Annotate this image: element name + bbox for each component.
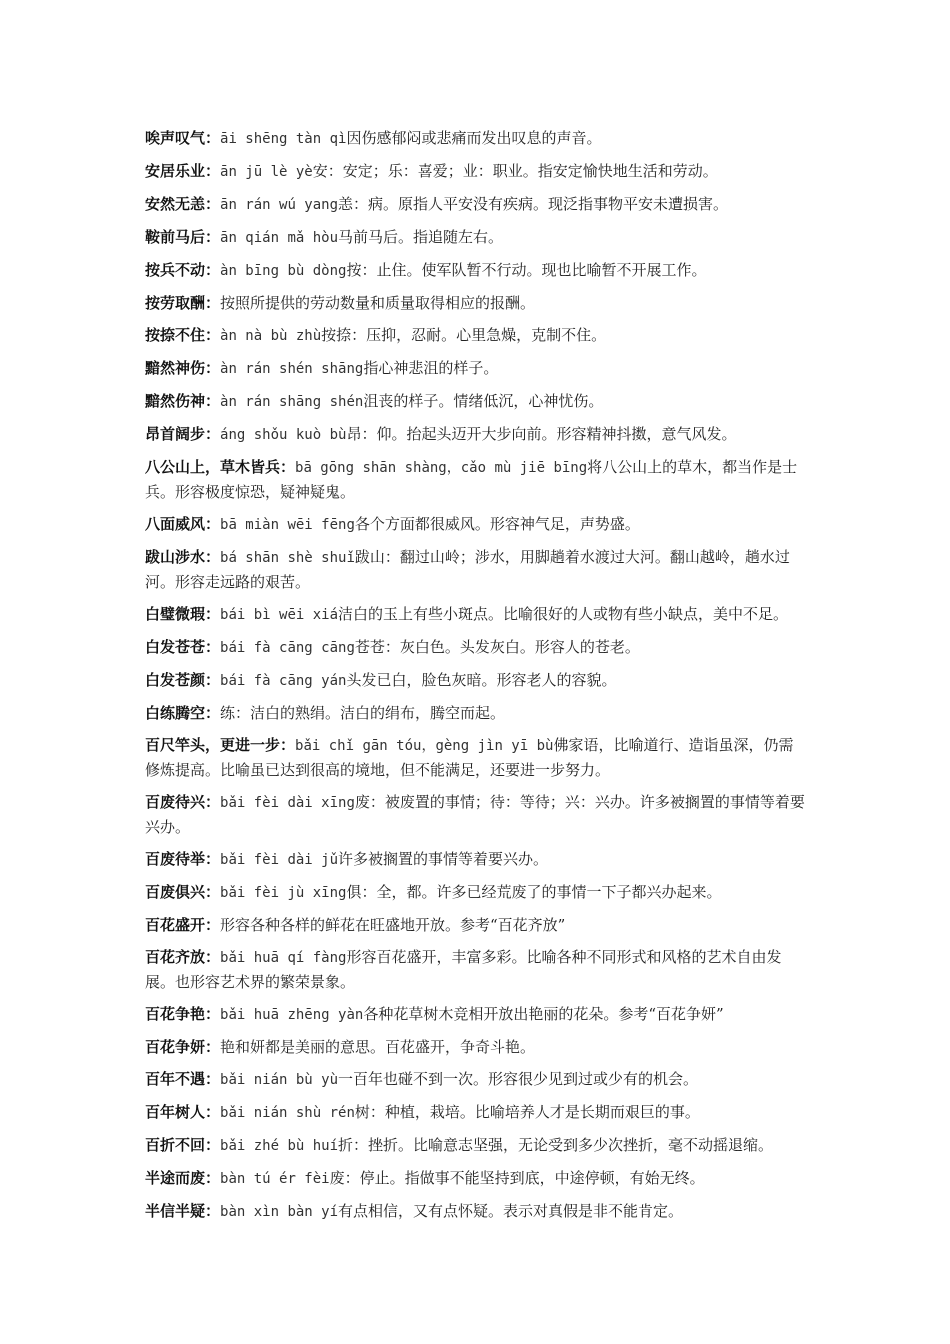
idiom-definition: 树：种植，栽培。比喻培养人才是长期而艰巨的事。 (354, 1103, 700, 1121)
idiom-entry (145, 389, 805, 414)
idiom-entry (145, 323, 805, 348)
idiom-pinyin: bǎi chǐ gān tóu，gèng jìn yī bù (295, 738, 554, 754)
idiom-definition: 按照所提供的劳动数量和质量取得相应的报酬。 (220, 294, 536, 312)
idiom-term: 八面威风： (145, 515, 221, 533)
idiom-term: 百年不遇： (145, 1070, 221, 1088)
idiom-pinyin: áng shǒu kuò bù (220, 427, 347, 443)
idiom-entry (145, 1133, 805, 1158)
idiom-definition: 按：止住。使军队暂不行动。现也比喻暂不开展工作。 (346, 261, 707, 279)
idiom-term: 按捺不住： (145, 326, 221, 344)
idiom-definition: 各个方面都很威风。形容神气足，声势盛。 (354, 515, 640, 533)
idiom-entry (145, 159, 805, 184)
idiom-pinyin: ān jū lè yè (220, 164, 313, 180)
idiom-term: 百尺竿头，更进一步： (145, 736, 296, 754)
idiom-entry (145, 126, 805, 151)
idiom-pinyin: àn bīng bù dòng (220, 263, 347, 279)
idiom-pinyin: bái bì wēi xiá (220, 607, 339, 623)
idiom-term: 唉声叹气： (145, 129, 221, 147)
idiom-term: 半途而废： (145, 1169, 221, 1187)
idiom-term: 半信半疑： (145, 1202, 221, 1220)
idiom-entry (145, 545, 805, 594)
idiom-definition: 沮丧的样子。情绪低沉，心神忧伤。 (363, 392, 604, 410)
idiom-entry (145, 913, 805, 937)
idiom-entry (145, 356, 805, 381)
idiom-term: 白练腾空： (145, 704, 221, 722)
idiom-term: 百花盛开： (145, 916, 221, 934)
idiom-pinyin: àn nà bù zhù (220, 328, 322, 344)
idiom-definition: 形容百花盛开，丰富多彩。比喻各种不同形式和风格的艺术自由发展。也形容艺术界的繁荣景象。 (145, 948, 782, 991)
idiom-term: 百废俱兴： (145, 883, 221, 901)
idiom-entry (145, 1199, 805, 1224)
idiom-pinyin: bā gōng shān shàng，cǎo mù jiē bīng (295, 460, 588, 476)
idiom-pinyin: bái fà cāng yán (220, 673, 347, 689)
idiom-pinyin: àn rán shén shāng (220, 361, 364, 377)
idiom-entry (145, 733, 805, 782)
idiom-entry (145, 291, 805, 315)
idiom-entry (145, 1067, 805, 1092)
idiom-definition: 将八公山上的草木，都当作是士兵。形容极度惊恐，疑神疑鬼。 (145, 458, 798, 501)
idiom-term: 百花齐放： (145, 948, 221, 966)
idiom-definition: 苍苍：灰白色。头发灰白。形容人的苍老。 (354, 638, 640, 656)
idiom-definition: 折：挫折。比喻意志坚强，无论受到多少次挫折，毫不动摇退缩。 (338, 1136, 774, 1154)
idiom-definition: 一百年也碰不到一次。形容很少见到过或少有的机会。 (338, 1070, 699, 1088)
idiom-definition: 恙：病。原指人平安没有疾病。现泛指事物平安未遭损害。 (338, 195, 729, 213)
idiom-definition: 头发已白，脸色灰暗。形容老人的容貌。 (346, 671, 617, 689)
idiom-entry (145, 945, 805, 994)
idiom-entry (145, 1002, 805, 1027)
idiom-entry (145, 790, 805, 839)
idiom-entry (145, 1035, 805, 1059)
idiom-term: 白璧微瑕： (145, 605, 221, 623)
idiom-entry (145, 192, 805, 217)
idiom-pinyin: bā miàn wēi fēng (220, 517, 355, 533)
idiom-term: 按兵不动： (145, 261, 221, 279)
idiom-definition: 俱：全，都。许多已经荒废了的事情一下子都兴办起来。 (346, 883, 722, 901)
idiom-term: 黯然伤神： (145, 392, 221, 410)
idiom-entry (145, 668, 805, 693)
idiom-entry (145, 1100, 805, 1125)
idiom-term: 百年树人： (145, 1103, 221, 1121)
idiom-pinyin: bàn tú ér fèi (220, 1171, 330, 1187)
idiom-definition: 各种花草树木竞相开放出艳丽的花朵。参考“百花争妍” (363, 1005, 724, 1023)
idiom-term: 白发苍苍： (145, 638, 221, 656)
idiom-pinyin: bǎi nián shù rén (220, 1105, 355, 1121)
idiom-pinyin: ān rán wú yang (220, 197, 339, 213)
idiom-pinyin: ān qián mǎ hòu (220, 230, 339, 246)
idiom-definition: 许多被搁置的事情等着要兴办。 (338, 850, 549, 868)
idiom-definition: 指心神悲沮的样子。 (363, 359, 499, 377)
idiom-entry (145, 422, 805, 447)
idiom-pinyin: bàn xìn bàn yí (220, 1204, 339, 1220)
idiom-term: 昂首阔步： (145, 425, 221, 443)
idiom-definition: 形容各种各样的鲜花在旺盛地开放。参考“百花齐放” (220, 916, 566, 934)
idiom-definition: 有点相信，又有点怀疑。表示对真假是非不能肯定。 (338, 1202, 684, 1220)
idiom-definition: 因伤感郁闷或悲痛而发出叹息的声音。 (346, 129, 602, 147)
idiom-pinyin: āi shēng tàn qì (220, 131, 347, 147)
idiom-pinyin: bǎi fèi dài xīng (220, 795, 355, 811)
idiom-definition: 安：安定；乐：喜爱；业：职业。指安定愉快地生活和劳动。 (312, 162, 718, 180)
idiom-term: 按劳取酬： (145, 294, 221, 312)
idiom-entry (145, 635, 805, 660)
idiom-pinyin: bǎi zhé bù huí (220, 1138, 339, 1154)
idiom-pinyin: bǎi nián bù yù (220, 1072, 339, 1088)
idiom-term: 百废待举： (145, 850, 221, 868)
idiom-term: 跋山涉水： (145, 548, 221, 566)
idiom-term: 黯然神伤： (145, 359, 221, 377)
idiom-definition: 废：停止。指做事不能坚持到底，中途停顿，有始无终。 (329, 1169, 705, 1187)
idiom-definition: 按捺：压抑，忍耐。心里急燥，克制不住。 (321, 326, 607, 344)
idiom-term: 百花争妍： (145, 1038, 221, 1056)
idiom-entry (145, 847, 805, 872)
idiom-pinyin: bǎi huā zhēng yàn (220, 1007, 364, 1023)
idiom-term: 安然无恙： (145, 195, 221, 213)
idiom-entry (145, 602, 805, 627)
idiom-pinyin: bǎi fèi jù xīng (220, 885, 347, 901)
idiom-term: 白发苍颜： (145, 671, 221, 689)
idiom-term: 八公山上，草木皆兵： (145, 458, 296, 476)
idiom-definition: 跋山：翻过山岭；涉水，用脚趟着水渡过大河。翻山越岭，趟水过河。形容走远路的艰苦。 (145, 548, 790, 591)
idiom-entry (145, 225, 805, 250)
idiom-pinyin: àn rán shāng shén (220, 394, 364, 410)
idiom-entry (145, 701, 805, 725)
idiom-definition: 洁白的玉上有些小斑点。比喻很好的人或物有些小缺点，美中不足。 (338, 605, 789, 623)
idiom-entry (145, 455, 805, 504)
idiom-list (145, 126, 805, 1232)
idiom-definition: 艳和妍都是美丽的意思。百花盛开，争奇斗艳。 (220, 1038, 536, 1056)
idiom-pinyin: bǎi huā qí fàng (220, 950, 347, 966)
idiom-pinyin: bá shān shè shuǐ (220, 550, 355, 566)
idiom-entry (145, 258, 805, 283)
idiom-term: 安居乐业： (145, 162, 221, 180)
idiom-definition: 练：洁白的熟绢。洁白的绢布，腾空而起。 (220, 704, 506, 722)
idiom-entry (145, 880, 805, 905)
idiom-entry (145, 512, 805, 537)
idiom-definition: 昂：仰。抬起头迈开大步向前。形容精神抖擞，意气风发。 (346, 425, 737, 443)
idiom-term: 百废待兴： (145, 793, 221, 811)
idiom-pinyin: bǎi fèi dài jǔ (220, 852, 339, 868)
idiom-definition: 佛家语，比喻道行、造诣虽深，仍需修炼提高。比喻虽已达到很高的境地，但不能满足，还要进一步努力。 (145, 736, 794, 779)
idiom-definition: 马前马后。指追随左右。 (338, 228, 504, 246)
idiom-entry (145, 1166, 805, 1191)
idiom-term: 百折不回： (145, 1136, 221, 1154)
idiom-term: 百花争艳： (145, 1005, 221, 1023)
idiom-pinyin: bái fà cāng cāng (220, 640, 355, 656)
idiom-definition: 废：被废置的事情；待：等待；兴：兴办。许多被搁置的事情等着要兴办。 (145, 793, 805, 836)
idiom-term: 鞍前马后： (145, 228, 221, 246)
